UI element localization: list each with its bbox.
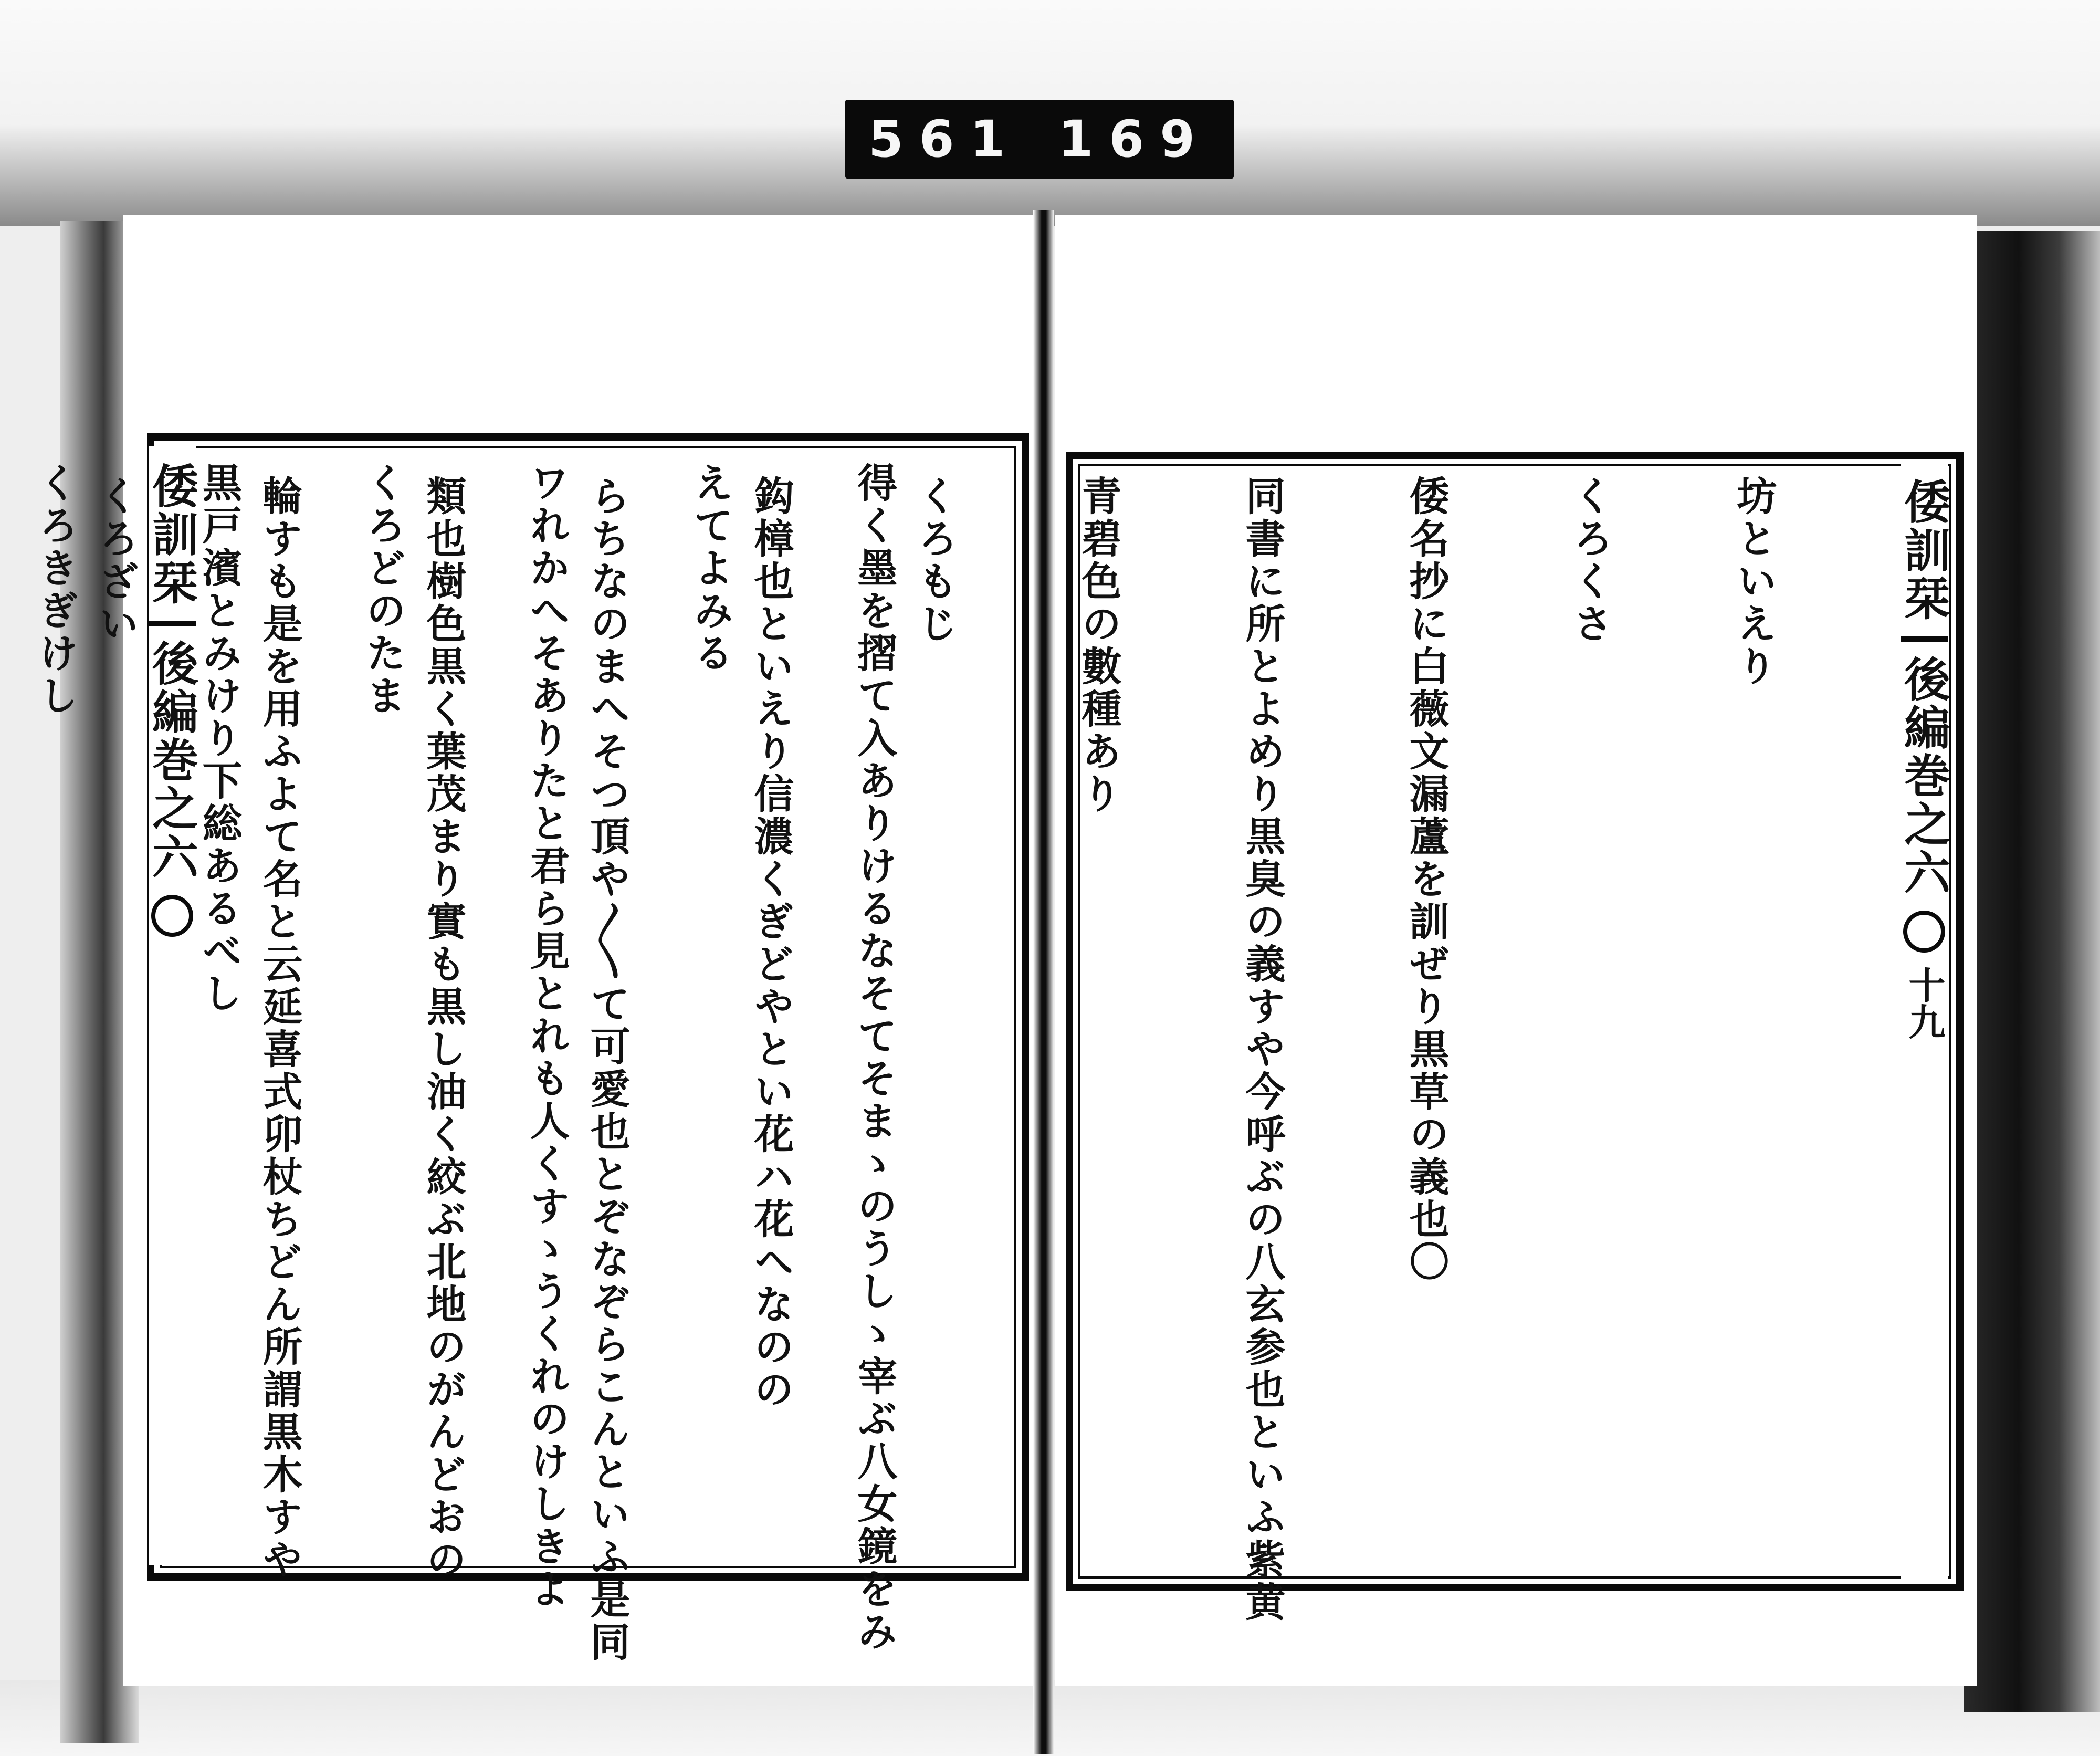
right-column: 同書に所とよめり黒臭の義すや今呼ぶの八玄参也といふ紫黄 (1239, 475, 1286, 1624)
left-column: くろどのたま (360, 462, 406, 717)
right-margin-title-text: 倭訓栞 (1897, 478, 1951, 623)
right-column: 青碧色の數種あり (1075, 475, 1122, 816)
right-folio-circle (1903, 911, 1945, 953)
right-column: くろくさ (1567, 475, 1613, 645)
left-column: えてよみる (687, 462, 734, 675)
call-number-label (845, 100, 1234, 179)
left-column: ワれかへそありたと君ら見とれも人くすゝうくれのけしきよ (523, 462, 570, 1611)
right-column: くろざい (92, 475, 139, 645)
right-margin-section: 後編巻之六 (1897, 655, 1951, 897)
left-margin-section: 後編巻之六 (145, 640, 200, 881)
right-column: くろもじ (911, 475, 958, 645)
left-column: くろきぎけし (32, 462, 79, 717)
right-column: 坊といえり (1730, 475, 1777, 688)
right-column: らちなのまへそつ頂や〳〵て可愛也とぞなぞらこんといふ是同 (584, 475, 631, 1664)
left-column: 得く墨を摺て入ありけるなそてそまゝのうしゝ宰ぶ八女鏡をみ (851, 462, 898, 1653)
right-column: 倭名抄に白薇文漏蘆を訓ぜり黒草の義也〇 (1403, 475, 1450, 1283)
left-column: 黒戸濱とみけり下総あるべし (196, 462, 243, 1015)
right-folio-number: 十九 (1903, 966, 1946, 1040)
call-number-left: 561 (868, 110, 1021, 169)
right-margin-title (1897, 462, 1951, 1581)
right-column: 輪すも是を用ふよて名と云延喜式卯杖ちどん所謂黒木すや (256, 475, 303, 1581)
right-column: 鈎樟也といえり信濃くぎどやとい花ハ花へなのの (748, 475, 794, 1411)
right-column: 類也樹色黒く葉茂まり實も黒し油く絞ぶ北地のがんどおの (420, 475, 467, 1581)
left-margin-title-text: 倭訓栞 (145, 462, 200, 607)
book-spine-right (1964, 231, 2100, 1712)
right-margin-band (1900, 636, 1948, 642)
call-number-right: 169 (1058, 110, 1211, 169)
